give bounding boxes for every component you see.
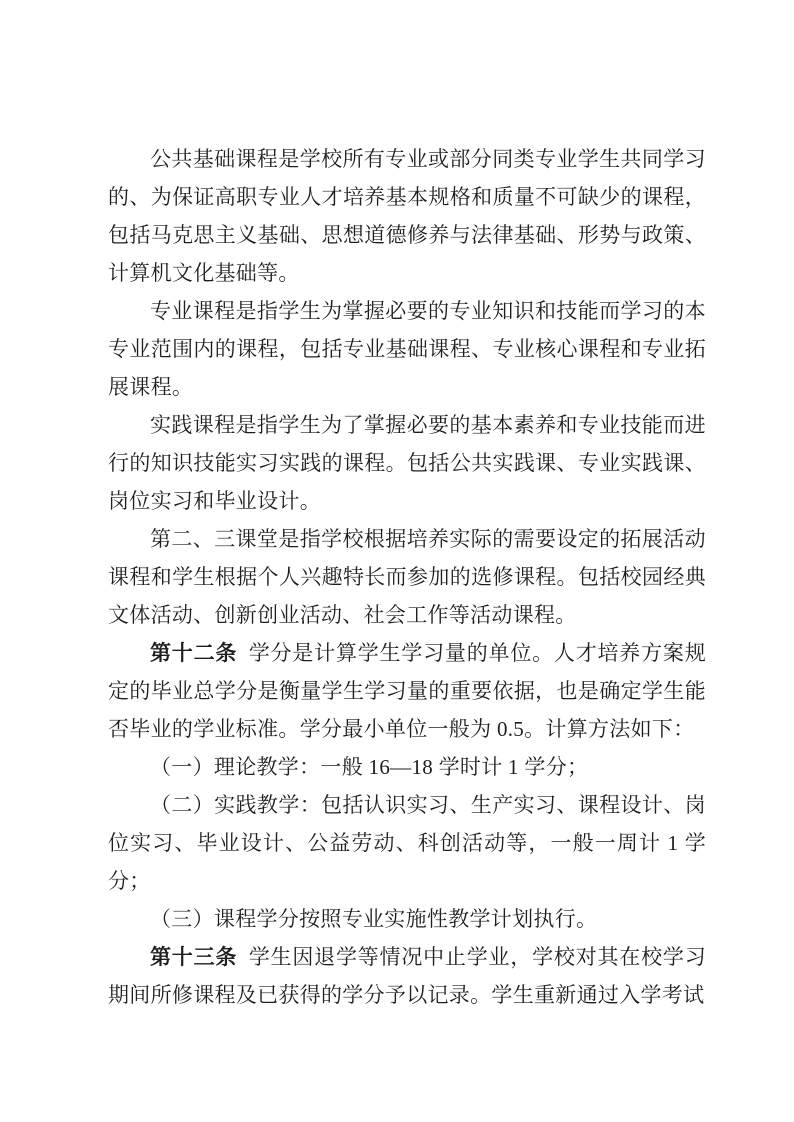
document-body	[108, 140, 706, 1014]
paragraph-public-basic-courses: 公共基础课程是学校所有专业或部分同类专业学生共同学习的、为保证高职专业人才培养基本规格和质量不可缺少的课程，包括马克思主义基础、思想道德修养与法律基础、形势与政策、计算机文化基础等。	[108, 147, 706, 285]
list-item-1-theory-teaching: （一）理论教学：一般 16—18 学时计 1 学分；	[150, 755, 589, 779]
paragraph-second-third-classroom: 第二、三课堂是指学校根据培养实际的需要设定的拓展活动课程和学生根据个人兴趣特长而参加的选修课程。包括校园经典文体活动、创新创业活动、社会工作等活动课程。	[108, 527, 706, 627]
paragraph-practice-courses: 实践课程是指学生为了掌握必要的基本素养和专业技能而进行的知识技能实习实践的课程。包括公共实践课、专业实践课、岗位实习和毕业设计。	[108, 413, 706, 513]
article-12-number: 第十二条	[150, 641, 238, 665]
article-13-number: 第十三条	[150, 945, 238, 969]
list-item-3-course-credits: （三）课程学分按照专业实施性教学计划执行。	[150, 907, 598, 931]
list-item-2-practice-teaching: （二）实践教学：包括认识实习、生产实习、课程设计、岗位实习、毕业设计、公益劳动、科创活动等，一般一周计 1 学分；	[108, 793, 706, 893]
article-13-text: 学生因退学等情况中止学业，学校对其在校学习期间所修课程及已获得的学分予以记录。学生重新通过入学考试	[108, 945, 706, 1007]
paragraph-article-12	[108, 634, 706, 748]
article-12-text: 学分是计算学生学习量的单位。人才培养方案规定的毕业总学分是衡量学生学习量的重要依据，也是确定学生能否毕业的学业标准。学分最小单位一般为 0.5。计算方法如下：	[108, 641, 706, 741]
paragraph-major-courses: 专业课程是指学生为掌握必要的专业知识和技能而学习的本专业范围内的课程，包括专业基础课程、专业核心课程和专业拓展课程。	[108, 299, 706, 399]
paragraph-article-13	[108, 938, 706, 1014]
